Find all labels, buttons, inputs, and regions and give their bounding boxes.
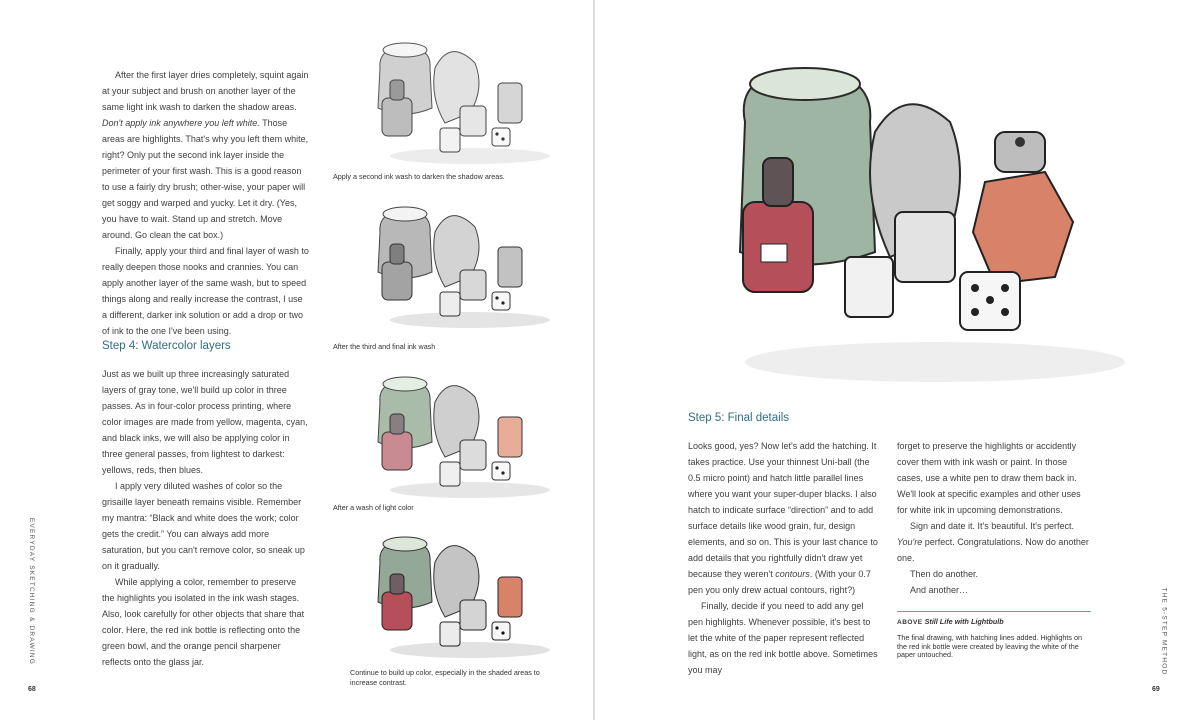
caption-rule [897, 611, 1091, 612]
paragraph [897, 566, 1092, 582]
running-head-left: EVERYDAY SKETCHING & DRAWING [28, 517, 36, 666]
paragraph-segment: Don't apply ink anywhere you left white. [102, 118, 260, 128]
paragraph [102, 366, 310, 478]
paragraph [102, 478, 310, 574]
step5-heading: Step 5: Final details [688, 412, 790, 424]
caption-light-color: After a wash of light color [333, 503, 414, 512]
paragraph-segment: . (With your 0.7 pen you only drew actual contours, right?) [688, 569, 871, 595]
paragraph-segment: perfect. Congratulations. Now do another one. [897, 537, 1089, 563]
paragraph-segment: After the first layer dries completely, squint again at your subject and brush on another layer of the same light ink wash to darken the shadow areas. [102, 70, 309, 112]
paragraph-segment: I apply very diluted washes of color so the grisaille layer beneath remains visible. Remember my mantra: “Black and white does the work; color gets the credit.” You can always add more saturation, but you can't remove color, so sneak up on it gradually. [102, 481, 305, 571]
paragraph [688, 438, 878, 598]
illustration-build-color [350, 522, 550, 662]
paragraph [897, 518, 1092, 566]
illustration-light-color [350, 362, 550, 502]
paragraph [897, 438, 1092, 518]
left-page [0, 0, 593, 720]
body-text-col1 [688, 438, 878, 678]
body-text-step4 [102, 366, 310, 670]
body-text-top [102, 67, 310, 339]
caption-text: The final drawing, with hatching lines added. Highlights on the red ink bottle were created by leaving the white of the paper untouched. [897, 633, 1082, 659]
paragraph [102, 574, 310, 670]
caption-third-wash: After the third and final ink wash [333, 342, 436, 351]
caption-label: ABOVE [897, 619, 923, 626]
page-number-right: 69 [1152, 686, 1160, 693]
paragraph [897, 582, 1092, 598]
illustration-second-wash [350, 28, 550, 168]
caption-build-color: Continue to build up color, especially in the shaded areas to increase contrast. [350, 668, 540, 687]
paragraph-segment: Finally, apply your third and final layer of wash to really deepen those nooks and crannies. You can apply another layer of the same wash, but to speed things along and really increase the contrast, I use a different, darker ink solution or add a drop or two of ink to the one I've been using. [102, 246, 309, 336]
running-head-right: THE 5-STEP METHOD [1160, 587, 1168, 676]
step4-heading: Step 4: Watercolor layers [102, 340, 231, 352]
paragraph-segment: Sign and date it. It's beautiful. It's perfect. [910, 521, 1075, 531]
paragraph-segment: Those areas are highlights. That's why you left them white, right? Only put the second ink layer inside the perimeter of your first wash. This is a good reason to use a fairly dry brush; other-wise, your paper will get soggy and warped and yucky. Let it dry. (Yes, you have to wait. Stand up and stretch. Move around. Go clean the cat box.) [102, 118, 309, 240]
paragraph-segment: forget to preserve the highlights or accidently cover them with ink wash or paint. In those cases, use a white pen to draw them back in. We'll look at specific examples and other uses for white ink in upcoming demonstrations. [897, 441, 1081, 515]
paragraph [688, 598, 878, 678]
page-number-left: 68 [28, 686, 36, 693]
final-caption [897, 617, 1093, 660]
illustration-final-still-life [725, 62, 1125, 392]
paragraph-segment: You're [897, 537, 923, 547]
paragraph-segment: contours [775, 569, 810, 579]
paragraph-segment: Looks good, yes? Now let's add the hatching. It takes practice. Use your thinnest Uni-ball (the 0.5 micro point) and hatch little parallel lines where you want your super-duper blacks. I also hatch to indicate surface “direction” and to add surface details like wood grain, fur, design elements, and so on. This is your last chance to add details that you rightfully didn't draw yet because they weren't [688, 441, 878, 579]
right-page [595, 0, 1188, 720]
paragraph-segment: And another… [910, 585, 969, 595]
paragraph-segment: Then do another. [910, 569, 979, 579]
paragraph [102, 67, 310, 243]
caption-second-wash: Apply a second ink wash to darken the shadow areas. [333, 172, 505, 181]
illustration-third-wash [350, 192, 550, 332]
body-text-col2 [897, 438, 1092, 598]
paragraph-segment: While applying a color, remember to preserve the highlights you isolated in the ink wash stages. Also, look carefully for other objects that share that color. Here, the red ink bottle is reflecting onto the green bowl, and the orange pencil sharpener reflects onto the glass jar. [102, 577, 305, 667]
caption-title: Still Life with Lightbulb [924, 617, 1004, 626]
paragraph [102, 243, 310, 339]
paragraph-segment: Just as we built up three increasingly saturated layers of gray tone, we'll build up color in three passes. As in four-color process printing, where color images are made from yellow, magenta, cyan, and black inks, we will also be applying color in three general passes, from lightest to darkest: yellows, reds, then blues. [102, 369, 308, 475]
paragraph-segment: Finally, decide if you need to add any gel pen highlights. Whenever possible, it's best to let the white of the paper represent reflected light, as on the red ink bottle above. Sometimes you may [688, 601, 878, 675]
